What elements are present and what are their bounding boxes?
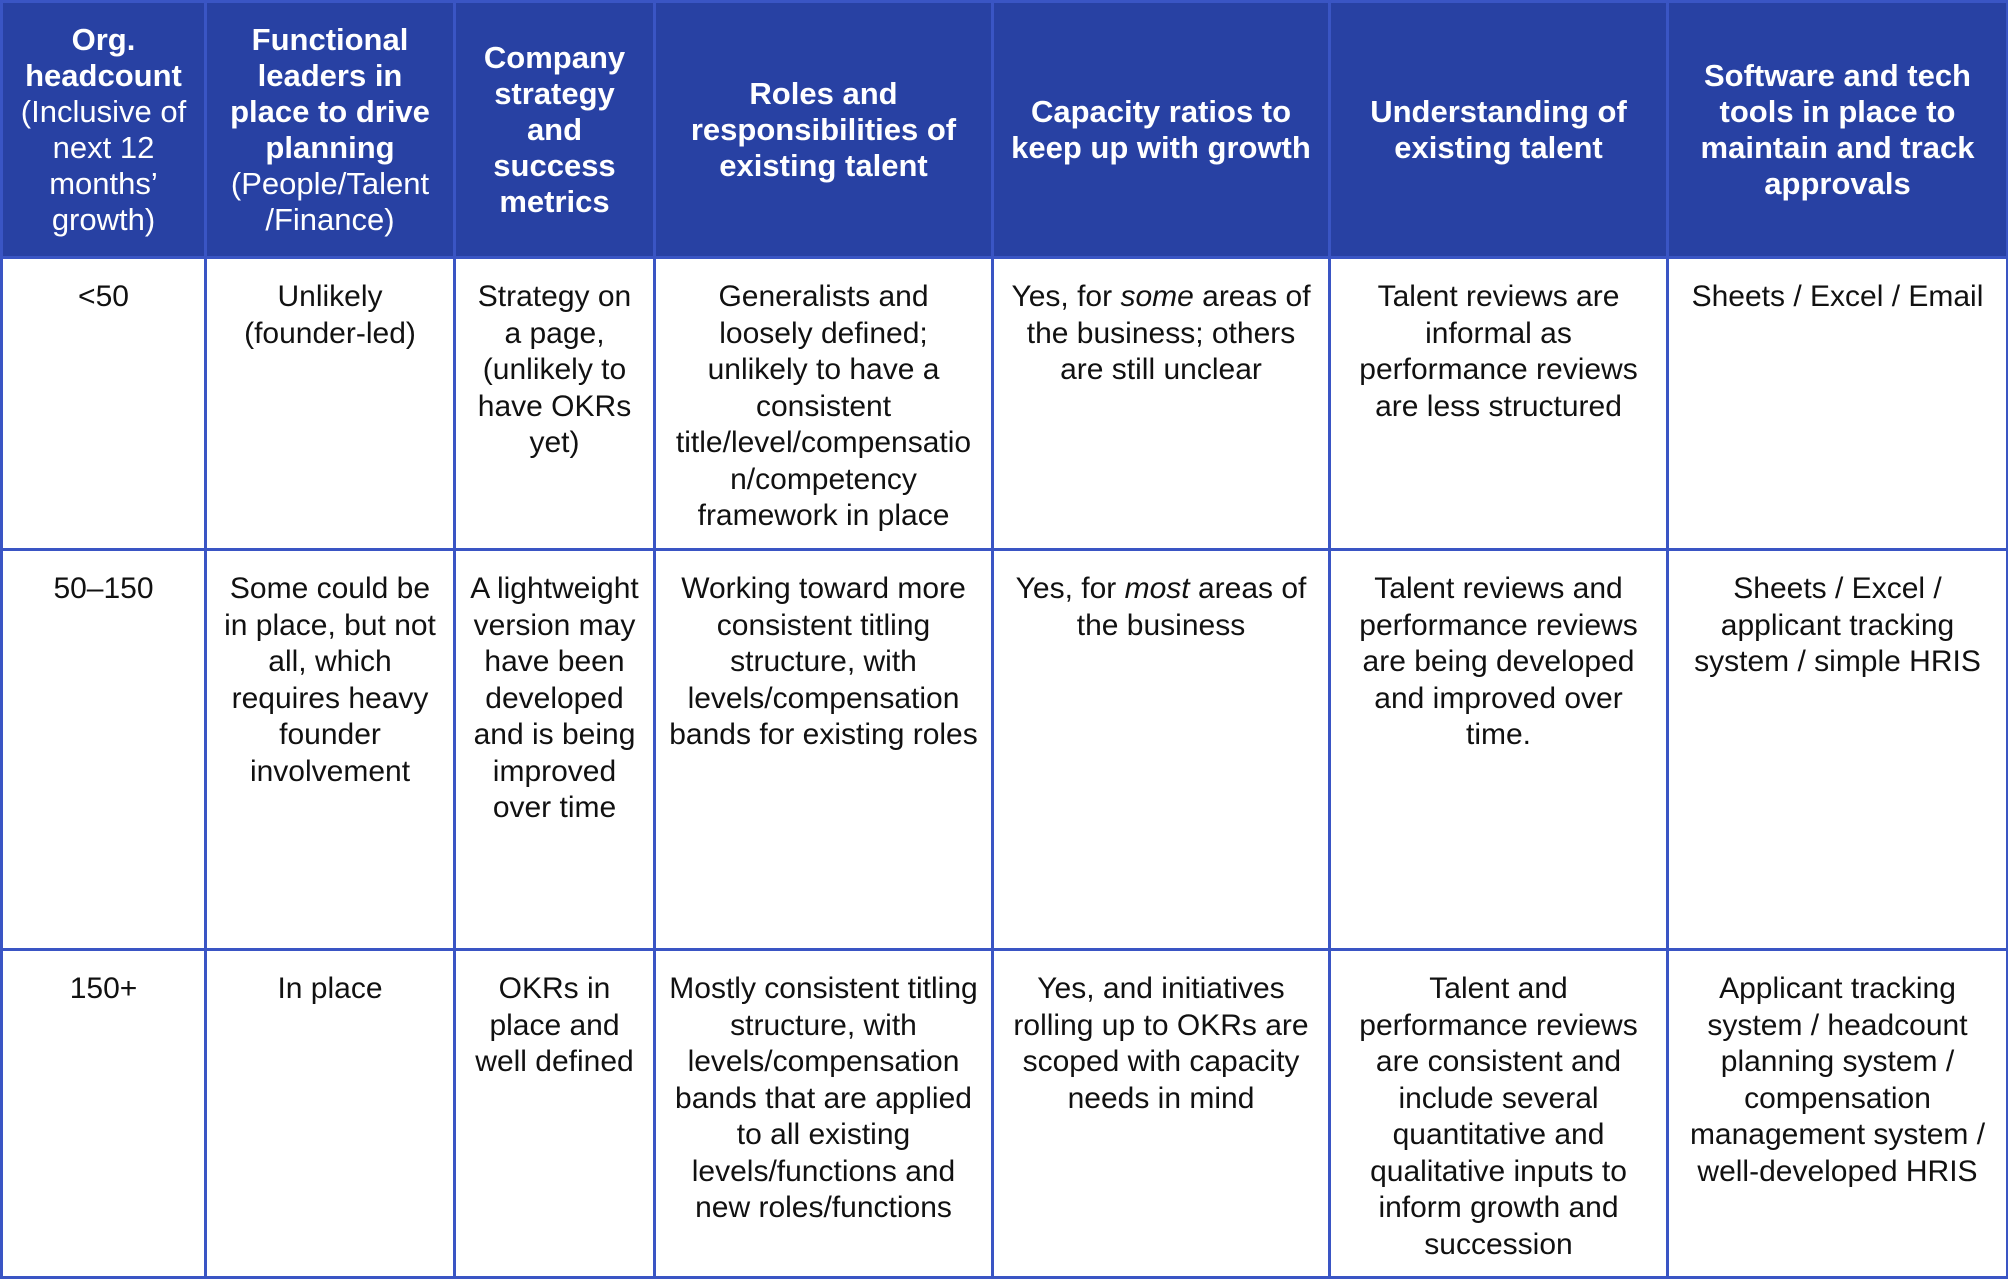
header-understanding-title: Understanding of existing talent [1370, 93, 1627, 165]
cell-software: Sheets / Excel / applicant tracking system / simple HRIS [1668, 550, 2008, 950]
capacity-text-before: Yes, for [1015, 572, 1125, 605]
table-row [2, 950, 2008, 1278]
cell-capacity [993, 258, 1330, 550]
header-roles-title: Roles and responsibilities of existing talent [690, 75, 957, 183]
cell-roles: Generalists and loosely defined; unlikely to have a consistent title/level/compensation/competency framework in place [655, 258, 993, 550]
cell-headcount: 50–150 [2, 550, 206, 950]
cell-capacity [993, 950, 1330, 1278]
header-software-title: Software and tech tools in place to maintain and track approvals [1700, 57, 1975, 201]
header-headcount-sub: (Inclusive of next 12 months’ growth) [20, 93, 187, 237]
header-headcount-title: Org. headcount [25, 21, 182, 93]
cell-understanding: Talent reviews and performance reviews are being developed and improved over time. [1330, 550, 1668, 950]
cell-software: Sheets / Excel / Email [1668, 258, 2008, 550]
cell-software: Applicant tracking system / headcount planning system / compensation management system / well-developed HRIS [1668, 950, 2008, 1278]
header-software [1668, 2, 2008, 258]
cell-headcount: 150+ [2, 950, 206, 1278]
cell-functional-leaders: Unlikely (founder-led) [206, 258, 455, 550]
cell-strategy: Strategy on a page, (unlikely to have OKRs yet) [455, 258, 655, 550]
header-headcount [2, 2, 206, 258]
capacity-text-before: Yes, for [1011, 280, 1121, 313]
cell-headcount: <50 [2, 258, 206, 550]
cell-capacity [993, 550, 1330, 950]
header-row [2, 2, 2008, 258]
header-roles [655, 2, 993, 258]
header-capacity-title: Capacity ratios to keep up with growth [1011, 93, 1311, 165]
header-functional-leaders [206, 2, 455, 258]
capacity-text-emphasis: some [1120, 280, 1194, 313]
header-functional-leaders-sub: (People/Talent /Finance) [230, 165, 430, 237]
header-strategy-title: Company strategy and success metrics [483, 39, 626, 219]
table-row [2, 258, 2008, 550]
cell-strategy: A lightweight version may have been developed and is being improved over time [455, 550, 655, 950]
cell-functional-leaders: Some could be in place, but not all, which requires heavy founder involvement [206, 550, 455, 950]
table-row [2, 550, 2008, 950]
capacity-text-after: areas of the business [1076, 572, 1307, 642]
cell-understanding: Talent and performance reviews are consistent and include several quantitative and qualitative inputs to inform growth and succession [1330, 950, 1668, 1278]
cell-functional-leaders: In place [206, 950, 455, 1278]
cell-roles: Working toward more consistent titling structure, with levels/compensation bands for existing roles [655, 550, 993, 950]
cell-strategy: OKRs in place and well defined [455, 950, 655, 1278]
header-understanding [1330, 2, 1668, 258]
header-capacity [993, 2, 1330, 258]
capacity-text-before: Yes, and initiatives rolling up to OKRs are scoped with capacity needs in mind [1013, 972, 1309, 1115]
header-functional-leaders-title: Functional leaders in place to drive planning [230, 21, 430, 165]
cell-understanding: Talent reviews are informal as performance reviews are less structured [1330, 258, 1668, 550]
header-strategy [455, 2, 655, 258]
capacity-text-after: areas of the business; others are still unclear [1026, 280, 1311, 386]
capacity-text-emphasis: most [1124, 572, 1190, 605]
cell-roles: Mostly consistent titling structure, with levels/compensation bands that are applied to all existing levels/functions and new roles/functions [655, 950, 993, 1278]
